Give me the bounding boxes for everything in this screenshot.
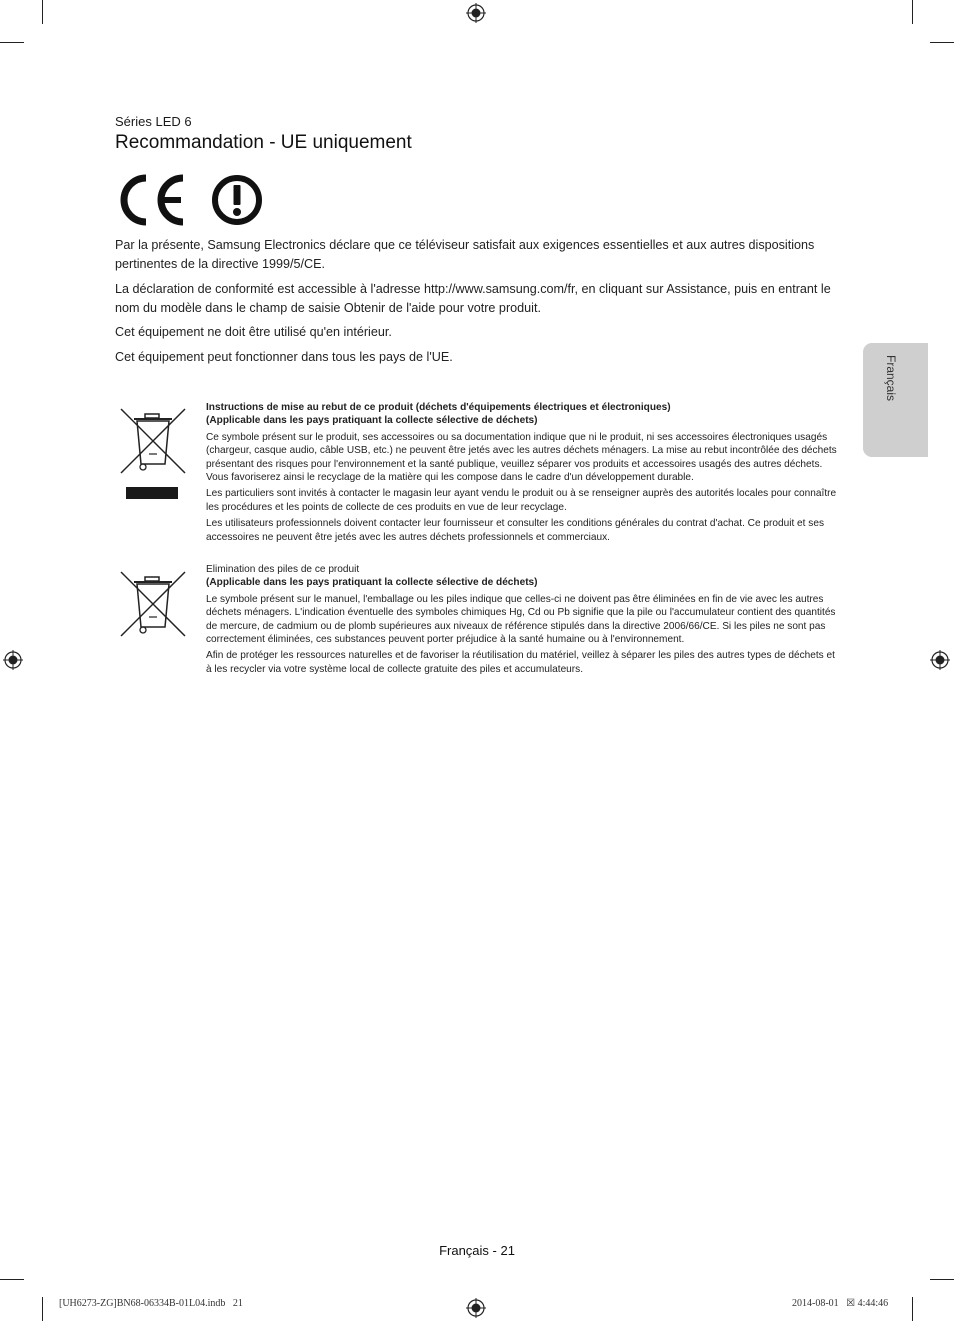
page-number: Français - 21 [439,1243,515,1258]
weee-paragraph: Les utilisateurs professionnels doivent contacter leur fournisseur et consulter les conditions générales du contrat d'achat. Ce produit et ses accessoires ne peuvent être jetés avec les autres déchets professionnels et commerciaux. [206,518,824,543]
battery-paragraph: Afin de protéger les ressources naturelles et de favoriser la réutilisation du matériel, veillez à séparer les piles des autres types de déchets et à les recycler via votre système local de collecte gratuite des piles et accumulateurs. [206,650,835,675]
crossed-bin-icon [118,406,188,502]
series-label: Séries LED 6 [115,114,192,129]
eu-countries-paragraph: Cet équipement peut fonctionner dans tous les pays de l'UE. [115,350,453,364]
weee-subheading: (Applicable dans les pays pratiquant la collecte sélective de déchets) [206,415,538,427]
file-slug: [UH6273-ZG]BN68-06334B-01L04.indb 21 [59,1298,243,1309]
weee-section [206,401,838,547]
crop-mark [0,1279,24,1280]
weee-paragraph: Les particuliers sont invités à contacter le magasin leur ayant vendu le produit ou à se renseigner auprès des autorités locales pour connaître les procédures et les points de collecte de ces produits en vue de leur recyclage. [206,488,837,513]
weee-heading: Instructions de mise au rebut de ce produit (déchets d'équipements électriques et électroniques) [206,402,671,413]
registration-mark-icon [466,1298,486,1318]
crop-mark [930,1279,954,1280]
weee-paragraph: Ce symbole présent sur le produit, ses accessoires ou sa documentation indique que ni le produit, ni ses accessoires électroniques usagés (chargeur, casque audio, câble USB, etc.) ne peuvent être jetés avec les autres déchets ménagers. La mise au rebut incontrôlée des déchets présentant des risques pour l'environnement et la santé publique, veuillez séparer vos produits et accessoires usagés des autres déchets. Vous favoriserez ainsi le recyclage de la matière qui les compose dans le cadre d'un développement durable. [206,431,837,484]
timestamp-slug: 2014-08-01 ☒ 4:44:46 [792,1298,889,1309]
indoor-use-paragraph: Cet équipement ne doit être utilisé qu'en intérieur. [115,325,392,339]
alert-mark-icon [210,174,264,226]
battery-subheading: (Applicable dans les pays pratiquant la collecte sélective de déchets) [206,577,538,589]
battery-paragraph: Le symbole présent sur le manuel, l'emballage ou les piles indique que celles-ci ne doivent pas être éliminées en fin de vie avec les autres déchets ménagers. L'indication éventuelle des symboles chimiques Hg, Cd ou Pb signifie que la pile ou l'accumulateur contient des quantités de mercure, de cadmium ou de plomb supérieures aux niveaux de référence stipulés dans la directive 2006/66/CE. Si les piles ne sont pas correctement éliminées, ces substances peuvent porter préjudice à la santé humaine ou à l'environnement. [206,593,836,646]
crop-mark [0,42,24,43]
battery-section [206,563,838,679]
registration-mark-icon [930,650,950,670]
crop-mark [930,42,954,43]
registration-mark-icon [466,3,486,23]
crop-mark [912,1297,913,1321]
crop-mark [42,1297,43,1321]
battery-heading: Elimination des piles de ce produit [206,564,360,575]
language-tab-label: Français [884,355,898,402]
language-tab[interactable] [863,343,928,457]
declaration-paragraph: Par la présente, Samsung Electronics déclare que ce téléviseur satisfait aux exigences essentielles et aux autres dispositions pertinentes de la directive 1999/5/CE. [115,238,815,271]
crop-mark [42,0,43,24]
crop-mark [912,0,913,24]
crossed-bin-battery-icon [118,569,188,639]
page-title: Recommandation - UE uniquement [115,132,412,153]
conformity-paragraph: La déclaration de conformité est accessible à l'adresse http://www.samsung.com/fr, en cliquant sur Assistance, puis en entrant le nom du modèle dans le champ de saisie Obtenir de l'aide pour votre produit. [115,282,831,315]
ce-mark-icon [115,174,189,226]
registration-mark-icon [3,650,23,670]
